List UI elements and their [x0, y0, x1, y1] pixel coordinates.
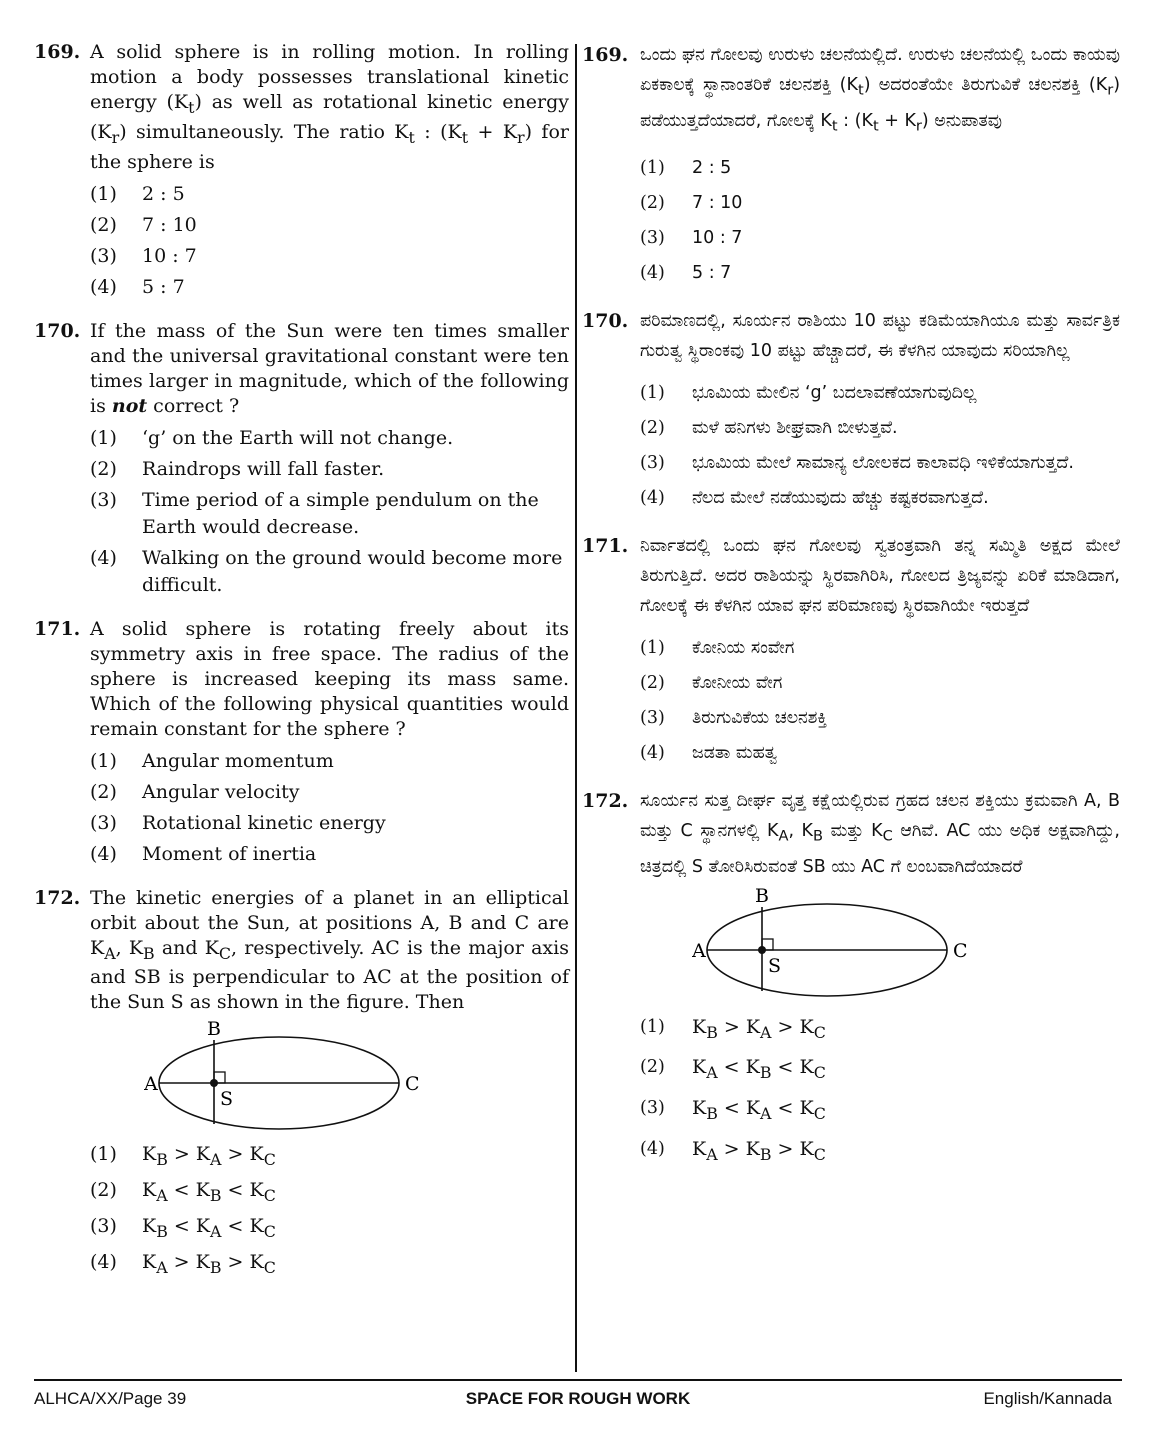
kannada-column: [582, 40, 1120, 1188]
option: (3) $K_B < K_A < K_C$: [640, 1097, 826, 1123]
options-list: [90, 1141, 569, 1280]
options-list: [640, 378, 1120, 513]
label-b: B: [755, 887, 769, 907]
option: (4) ನೆಲದ ಮೇಲೆ ನಡೆಯುವುದು ಹೆಚ್ಚು ಕಷ್ಟಕರವಾಗುತ್ತದೆ.: [640, 488, 989, 508]
question-number: 170.: [34, 319, 81, 342]
question-number: 169.: [582, 44, 629, 66]
language-label: English/Kannada: [983, 1389, 1112, 1408]
option: (1) ಕೋನಿಯ ಸಂವೇಗ: [640, 638, 795, 658]
rough-work-label: SPACE FOR ROUGH WORK: [465, 1389, 691, 1408]
question-172-en: [34, 886, 569, 1281]
option: (3) ತಿರುಗುವಿಕೆಯ ಚಲನಶಕ್ತಿ: [640, 708, 828, 728]
question-169-kn: [582, 40, 1120, 288]
option: (4) $K_A > K_B > K_C$: [640, 1137, 826, 1164]
question-170-en: [34, 319, 569, 599]
question-172-kn: [582, 786, 1120, 1170]
option: (1) $K_B > K_A > K_C$: [90, 1143, 276, 1170]
question-number: 171.: [34, 617, 81, 640]
question-text: ಒಂದು ಘನ ಗೋಲವು ಉರುಳು ಚಲನೆಯಲ್ಲಿದೆ. ಉರುಳು ಚಲನೆಯಲ್ಲಿ ಒಂದು ಕಾಯವು ಏಕಕಾಲಕ್ಕೆ ಸ್ಥಾನಾಂತರಿಕೆ ಚಲನಶಕ್ತಿ $(K_t)$ ಅದರಂತೆಯೇ ತಿರುಗುವಿಕೆ ಚಲನಶಕ್ತಿ $(K_r)$ ಪಡೆಯುತ್ತದೆಯಾದರೆ, ಗೋಲಕ್ಕೆ $K_t$ : $(K_t + K_r)$ ಅನುಪಾತವು: [640, 45, 1121, 134]
option: (1) $K_B > K_A > K_C$: [640, 1015, 826, 1042]
label-a: A: [692, 939, 706, 962]
option: (1) 2 : 5: [640, 158, 732, 178]
label-s: S: [768, 954, 782, 977]
page-footer: [34, 1389, 1122, 1415]
options-list: [90, 181, 569, 301]
options-list: [640, 633, 1120, 768]
option: (2) Angular velocity: [90, 780, 300, 803]
option: (2) $K_A < K_B < K_C$: [640, 1056, 826, 1083]
options-list: [90, 425, 569, 599]
option: (4) ಜಡತಾ ಮಹತ್ವ: [640, 743, 778, 763]
question-number: 170.: [582, 310, 629, 332]
option: (3) ಭೂಮಿಯ ಮೇಲೆ ಸಾಮಾನ್ಯ ಲೋಲಕದ ಕಾಲಾವಧಿ ಇಳಿಕೆಯಾಗುತ್ತದೆ.: [640, 453, 1074, 473]
option: (2) 7 : 10: [640, 193, 743, 213]
label-a: A: [144, 1073, 158, 1096]
options-list: [90, 748, 569, 868]
label-c: C: [953, 939, 968, 962]
page-code: ALHCA/XX/Page 39: [34, 1389, 187, 1408]
question-text: ನಿರ್ವಾತದಲ್ಲಿ ಒಂದು ಘನ ಗೋಲವು ಸ್ವತಂತ್ರವಾಗಿ ತನ್ನ ಸಮ್ಮಿತಿ ಅಕ್ಷದ ಮೇಲೆ ತಿರುಗುತ್ತಿದೆ. ಅದರ ರಾಶಿಯನ್ನು ಸ್ಥಿರವಾಗಿರಿಸಿ, ಗೋಲದ ತ್ರಿಜ್ಯವನ್ನು ಏರಿಕೆ ಮಾಡಿದಾಗ, ಗೋಲಕ್ಕೆ ಈ ಕೆಳಗಿನ ಯಾವ ಘನ ಪರಿಮಾಣವು ಸ್ಥಿರವಾಗಿಯೇ ಇರುತ್ತದೆ: [640, 536, 1120, 616]
column-divider: [575, 44, 577, 1372]
option: (4) $K_A > K_B > K_C$: [90, 1250, 276, 1277]
question-text: If the mass of the Sun were ten times smaller and the universal gravitational constant were ten times larger in magnitude, which of the following is not correct ?: [90, 319, 569, 417]
elliptical-orbit-figure: [144, 1021, 444, 1133]
options-list: [640, 153, 1120, 288]
option: (1) ಭೂಮಿಯ ಮೇಲಿನ ‘g’ ಬದಲಾವಣೆಯಾಗುವುದಿಲ್ಲ: [640, 383, 977, 403]
question-169-en: [34, 40, 569, 301]
option: (3) 10 : 7: [640, 228, 743, 248]
option: (1) 2 : 5: [90, 182, 185, 205]
question-number: 171.: [582, 535, 629, 557]
question-text: ಸೂರ್ಯನ ಸುತ್ತ ದೀರ್ಘ ವೃತ್ತ ಕಕ್ಷೆಯಲ್ಲಿರುವ ಗ್ರಹದ ಚಲನ ಶಕ್ತಿಯು ಕ್ರಮವಾಗಿ A, B ಮತ್ತು C ಸ್ಥಾನಗಳಲ್ಲಿ $K_A$, $K_B$ ಮತ್ತು $K_C$ ಆಗಿವೆ. AC ಯು ಅಧಿಕ ಅಕ್ಷವಾಗಿದ್ದು, ಚಿತ್ರದಲ್ಲಿ S ತೋರಿಸಿರುವಂತೆ SB ಯು AC ಗೆ ಲಂಬವಾಗಿದೆಯಾದರೆ: [640, 791, 1120, 877]
question-number: 169.: [34, 41, 81, 63]
option: (1) ‘g’ on the Earth will not change.: [90, 426, 454, 449]
english-column: [34, 40, 569, 1299]
option: (2) Raindrops will fall faster.: [90, 457, 385, 480]
option: (4) Moment of inertia: [90, 842, 317, 865]
option: (4) Walking on the ground would become more difficult.: [90, 546, 563, 596]
elliptical-orbit-figure: [692, 888, 992, 1000]
option: (3) $K_B < K_A < K_C$: [90, 1214, 276, 1241]
question-170-kn: [582, 306, 1120, 513]
label-b: B: [207, 1021, 221, 1041]
option: (4) 5 : 7: [90, 275, 185, 298]
option: (3) Rotational kinetic energy: [90, 811, 386, 834]
question-171-en: [34, 617, 569, 868]
footer-divider: [34, 1379, 1122, 1381]
question-text: A solid sphere is in rolling motion. In rolling motion a body possesses translational kinetic energy $(K_t)$ as well as rotational kinetic energy $(K_r)$ simultaneously. The ratio $K_t$ : $(K_t + K_r)$ for the sphere is: [90, 41, 569, 173]
option: (3) 10 : 7: [90, 244, 197, 267]
option: (1) Angular momentum: [90, 749, 334, 772]
label-c: C: [405, 1073, 420, 1096]
option: (2) ಮಳೆ ಹನಿಗಳು ಶೀಘ್ರವಾಗಿ ಬೀಳುತ್ತವೆ.: [640, 418, 898, 438]
options-list: [640, 1012, 1120, 1170]
option: (2) 7 : 10: [90, 213, 197, 236]
label-s: S: [220, 1088, 234, 1111]
question-171-kn: [582, 531, 1120, 768]
question-number: 172.: [582, 790, 629, 812]
question-text: ಪರಿಮಾಣದಲ್ಲಿ, ಸೂರ್ಯನ ರಾಶಿಯು 10 ಪಟ್ಟು ಕಡಿಮೆಯಾಗಿಯೂ ಮತ್ತು ಸಾರ್ವತ್ರಿಕ ಗುರುತ್ವ ಸ್ಥಿರಾಂಕವು 10 ಪಟ್ಟು ಹೆಚ್ಚಾದರೆ, ಈ ಕೆಳಗಿನ ಯಾವುದು ಸರಿಯಾಗಿಲ್ಲ: [640, 311, 1120, 361]
option: (2) $K_A < K_B < K_C$: [90, 1179, 276, 1205]
option: (3) Time period of a simple pendulum on the Earth would decrease.: [90, 488, 539, 538]
option: (2) ಕೋನೀಯ ವೇಗ: [640, 673, 783, 693]
option: (4) 5 : 7: [640, 263, 732, 283]
question-text: A solid sphere is rotating freely about its symmetry axis in free space. The radius of the sphere is increased keeping its mass same. Which of the following physical quantities would remain constant for the sphere ?: [90, 617, 569, 740]
question-number: 172.: [34, 886, 81, 909]
question-text: The kinetic energies of a planet in an elliptical orbit about the Sun, at positions A, B and C are $K_A$, $K_B$ and $K_C$, respectively. AC is the major axis and SB is perpendicular to AC at the position of the Sun S as shown in the figure. Then: [90, 886, 569, 1014]
